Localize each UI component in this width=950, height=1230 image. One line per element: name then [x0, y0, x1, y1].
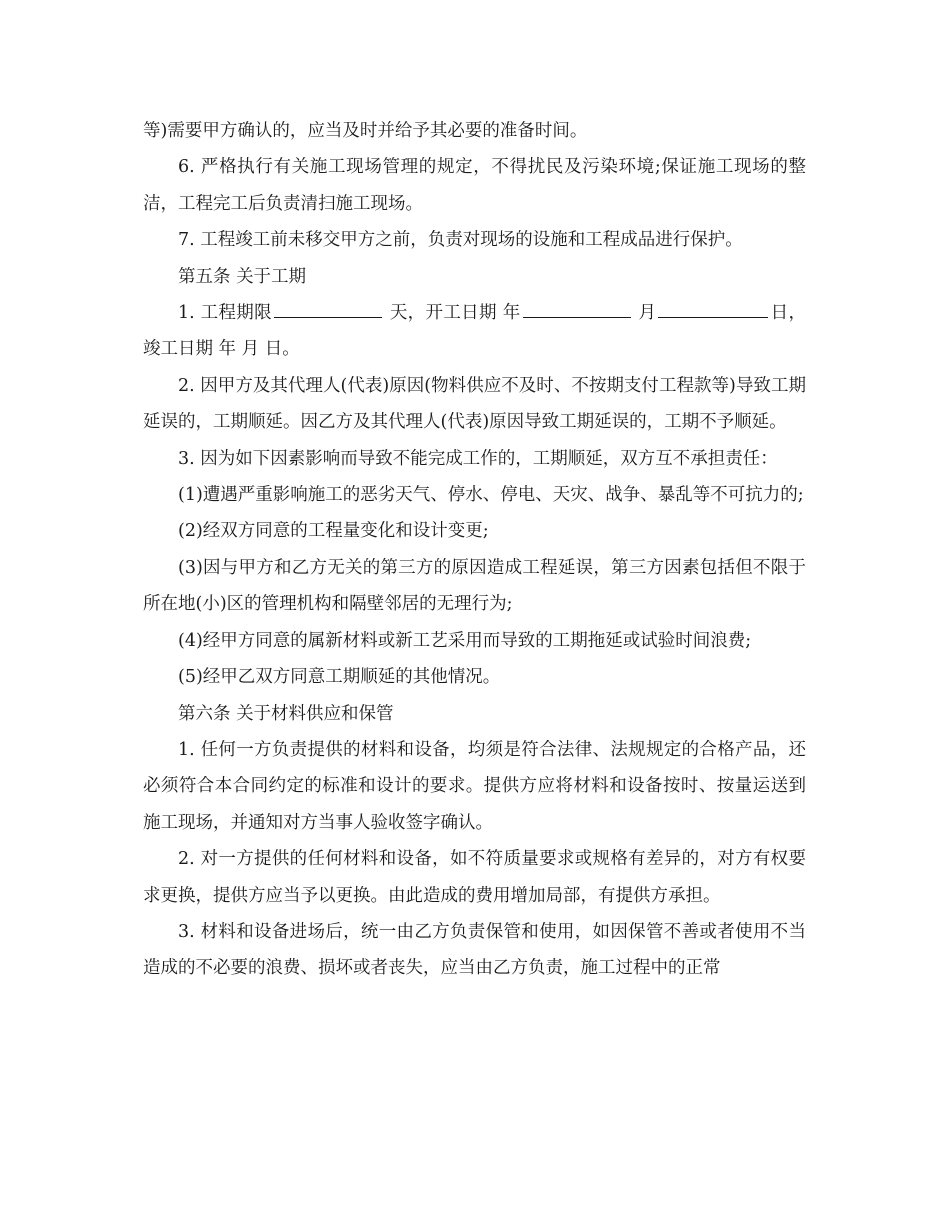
document-body [143, 113, 806, 987]
section-heading-5: 第五条 关于工期 [178, 266, 307, 287]
list-item-other: (5)经甲乙双方同意工期顺延的其他情况。 [178, 667, 501, 688]
paragraph-item-7: 7. 工程竣工前未移交甲方之前，负责对现场的设施和工程成品进行保护。 [178, 230, 743, 251]
paragraph-material-quality: 1. 任何一方负责提供的材料和设备，均须是符合法律、法规规定的合格产品，还必须符合本合同约定的标准和设计的要求。提供方应将材料和设备按时、按量运送到施工现场，并通知对方当事人验收签字确认。 [143, 739, 806, 833]
paragraph-delay-responsibility: 2. 因甲方及其代理人(代表)原因(物料供应不及时、不按期支付工程款等)导致工期延误的，工期顺延。因乙方及其代理人(代表)原因导致工期延误的，工期不予顺延。 [143, 375, 806, 433]
list-item-force-majeure: (1)遭遇严重影响施工的恶劣天气、停水、停电、天灾、战争、暴乱等不可抗力的; [178, 485, 804, 506]
paragraph-delay-factors: 3. 因为如下因素影响而导致不能完成工作的，工期顺延，双方互不承担责任： [178, 448, 778, 469]
list-item-design-change: (2)经双方同意的工程量变化和设计变更; [178, 521, 489, 542]
paragraph-schedule-dates [143, 295, 806, 368]
list-item-third-party: (3)因与甲方和乙方无关的第三方的原因造成工程延误，第三方因素包括但不限于所在地(小)区的管理机构和隔壁邻居的无理行为; [143, 557, 806, 615]
list-item-new-materials: (4)经甲方同意的属新材料或新工艺采用而导致的工期拖延或试验时间浪费; [178, 630, 752, 651]
blank-duration-days[interactable] [274, 295, 382, 318]
schedule-text-end: 日，竣工日期 年 月 日。 [143, 303, 806, 360]
blank-start-year[interactable] [523, 295, 631, 318]
section-heading-6: 第六条 关于材料供应和保管 [178, 703, 394, 724]
paragraph-item-6: 6. 严格执行有关施工现场管理的规定，不得扰民及污染环境;保证施工现场的整洁，工程完工后负责清扫施工现场。 [143, 157, 806, 214]
paragraph-continuation: 等)需要甲方确认的，应当及时并给予其必要的准备时间。 [143, 121, 588, 141]
schedule-text-duration: 1. 工程期限 [178, 303, 272, 324]
paragraph-material-storage: 3. 材料和设备进场后，统一由乙方负责保管和使用，如因保管不善或者使用不当造成的不必要的浪费、损坏或者丧失，应当由乙方负责，施工过程中的正常 [143, 921, 806, 979]
paragraph-material-replacement: 2. 对一方提供的任何材料和设备，如不符质量要求或规格有差异的，对方有权要求更换，提供方应当予以更换。由此造成的费用增加局部，有提供方承担。 [143, 849, 806, 906]
schedule-text-month: 月 [632, 303, 657, 324]
blank-start-month[interactable] [658, 295, 768, 318]
schedule-text-start: 天，开工日期 年 [383, 303, 521, 324]
